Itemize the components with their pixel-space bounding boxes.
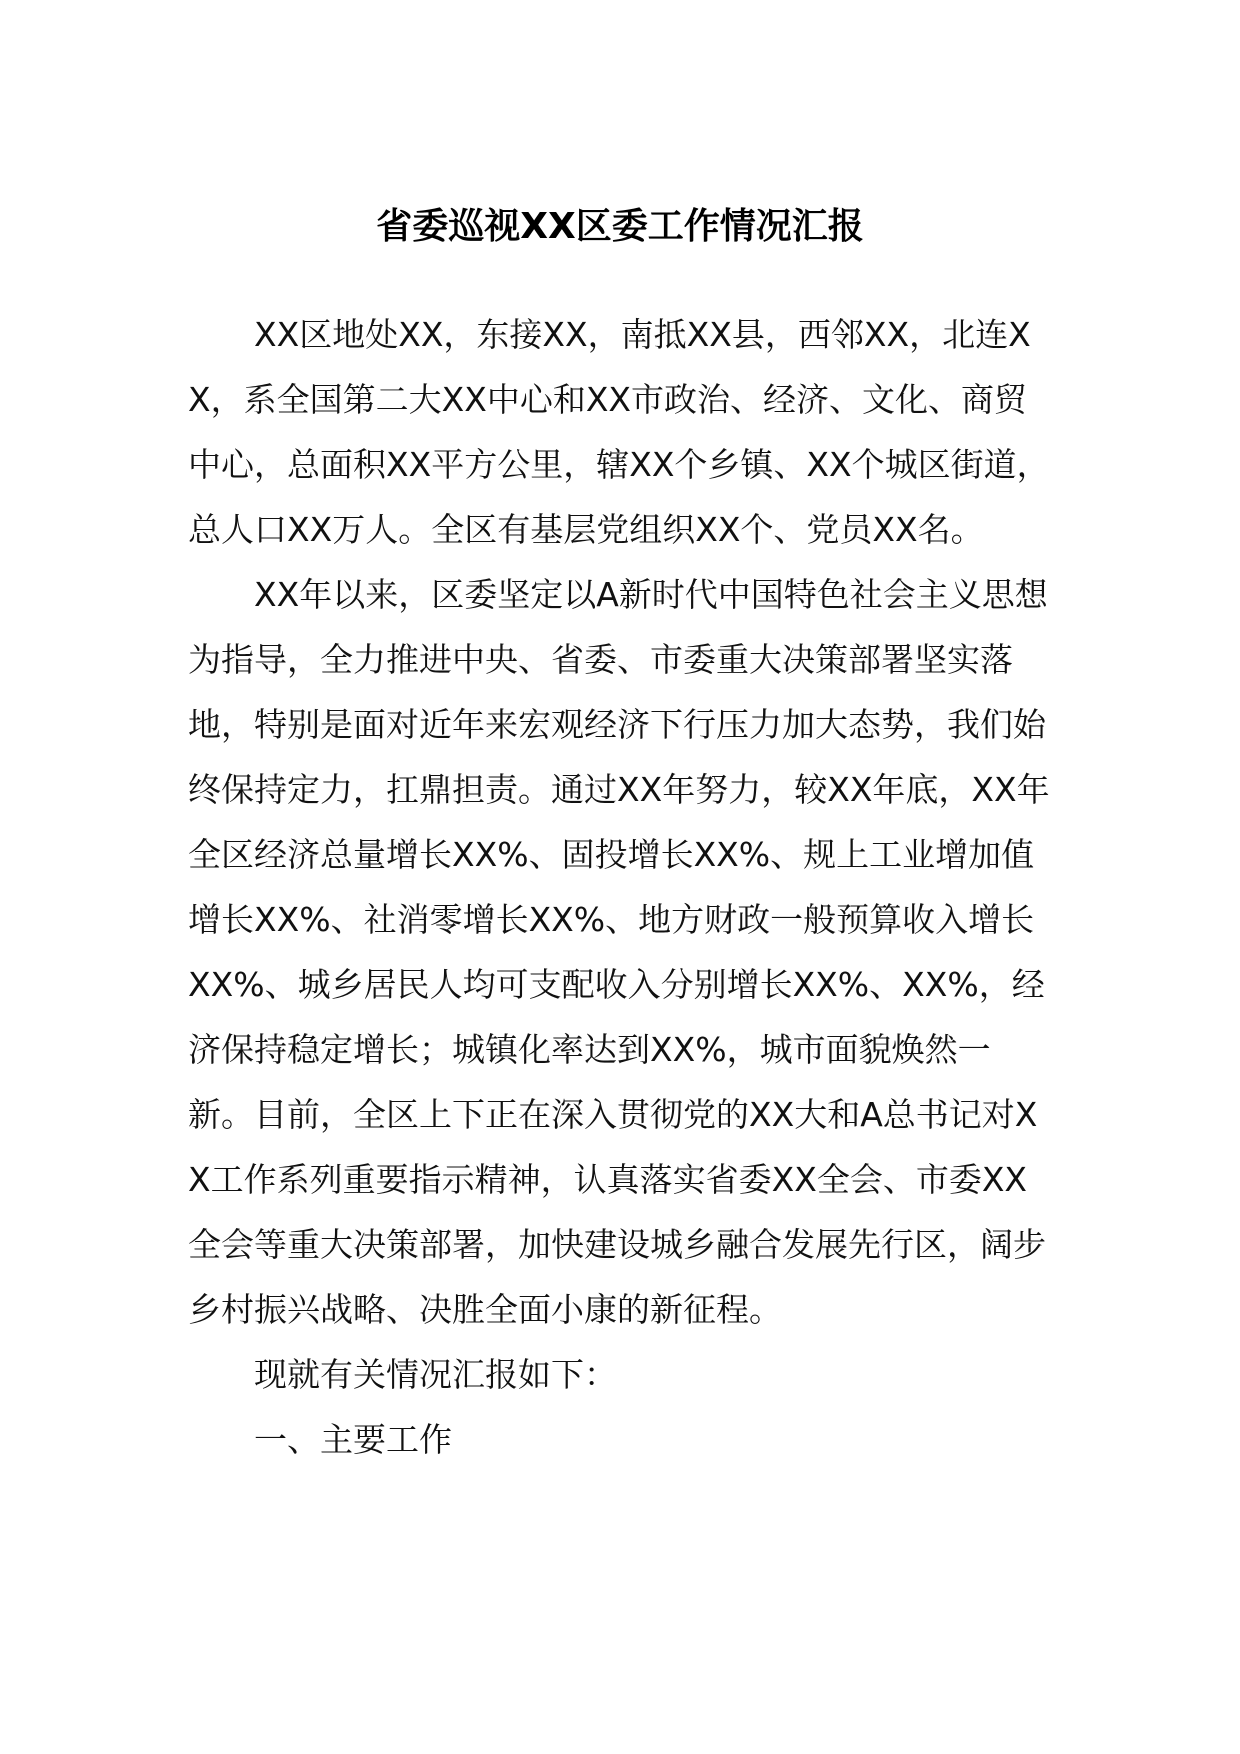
document-body xyxy=(188,302,1054,1472)
document-title: 省委巡视XX区委工作情况汇报 xyxy=(376,206,864,247)
paragraph-report-intro: 现就有关情况汇报如下： xyxy=(254,1355,617,1394)
paragraph-location-overview: XX区地处XX，东接XX，南抵XX县，西邻XX，北连XX，系全国第二大XX中心和XX市政治、经济、文化、商贸中心，总面积XX平方公里，辖XX个乡镇、XX个城区街道，总人口XX万人。全区有基层党组织XX个、党员XX名。 xyxy=(188,315,1050,549)
section-heading-main-work: 一、主要工作 xyxy=(254,1420,452,1459)
paragraph-work-achievements: XX年以来，区委坚定以A新时代中国特色社会主义思想为指导，全力推进中央、省委、市委重大决策部署坚实落地，特别是面对近年来宏观经济下行压力加大态势，我们始终保持定力，扛鼎担责。通过XX年努力，较XX年底，XX年全区经济总量增长XX%、固投增长XX%、规上工业增加值增长XX%、社消零增长XX%、地方财政一般预算收入增长XX%、城乡居民人均可支配收入分别增长XX%、XX%，经济保持稳定增长；城镇化率达到XX%，城市面貌焕然一新。目前，全区上下正在深入贯彻党的XX大和A总书记对XX工作系列重要指示精神，认真落实省委XX全会、市委XX全会等重大决策部署，加快建设城乡融合发展先行区，阔步乡村振兴战略、决胜全面小康的新征程。 xyxy=(188,575,1050,1329)
